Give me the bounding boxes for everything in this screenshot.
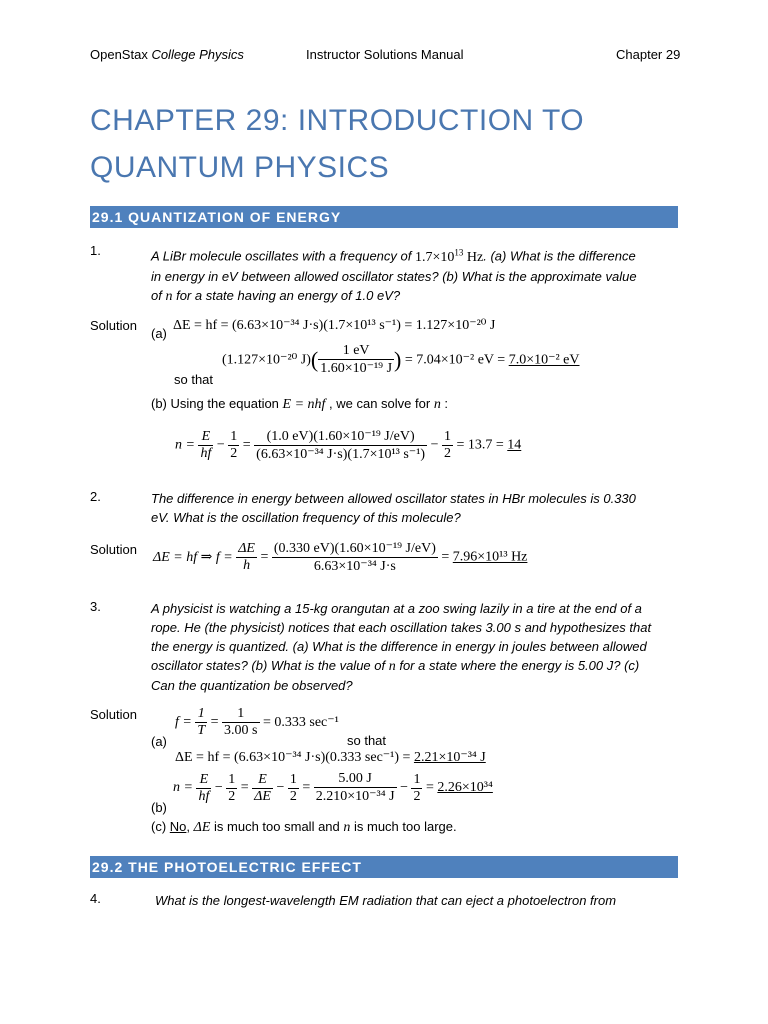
part-label: (a) [151, 734, 167, 749]
problem-question: What is the longest-wavelength EM radiation that can eject a photoelectron from [155, 893, 617, 908]
equation: n = $\frac{E}{hf}$ − $\frac{1}{2}$ = $\frac{\text{(1.0 eV)(1.60×10⁻¹⁹ J/eV)}}{\text{(6.63×10⁻³⁴ J·s)(1.7×10¹³ s⁻¹)}}$ − $\frac{1}{2}$ = 13.7 = 14 [175, 429, 522, 462]
equation: n = $\frac{E}{hf}$ − $\frac{1}{2}$ = $\frac{E}{\Delta E}$ − $\frac{1}{2}$ = $\frac{5.00 J}{\text{2.210×10⁻³⁴ J}}$ − $\frac{1}{2}$ = 2.26×10³⁴ [173, 771, 493, 804]
so-that-text: so that [347, 733, 387, 748]
part-label: (a) [151, 326, 167, 341]
header-manual-title: Instructor Solutions Manual [306, 47, 464, 62]
equation: (1.127×10⁻²⁰ J)( $\frac{1 eV}{\text{1.60×10⁻¹⁹ J}}$ ) = 7.04×10⁻² eV = 7.0×10⁻² eV [222, 343, 580, 376]
problem-question: A LiBr molecule oscillates with a frequency of $1.7\times 10^{13}$ Hz. (a) What is the difference in energy in eV between allowed oscillator states? (b) What is the approximate value of n for a state having an energy of 1.0 eV? [151, 247, 637, 304]
problem-number: 4. [90, 891, 101, 906]
section-heading: 29.2 THE PHOTOELECTRIC EFFECT [90, 856, 678, 878]
part-c-text: (c) No, ΔE is much too small and n is much too large. [151, 819, 457, 835]
problem-question: A physicist is watching a 15-kg orangutan at a zoo swing lazily in a tire at the end of a rope. He (the physicist) notices that each oscillation takes 3.00 s and hypothesizes that the energy is quantized. (a) What is the difference in energy in joules between allowed oscillator states? (b) What is the value of n for a state where the energy is 5.00 J? (c) Can the quantization be observed? [151, 601, 652, 693]
problem-number: 2. [90, 489, 101, 504]
solution-label: Solution [90, 318, 137, 333]
so-that-text: so that [174, 372, 214, 387]
section-heading: 29.1 QUANTIZATION OF ENERGY [90, 206, 678, 228]
solution-label: Solution [90, 707, 137, 722]
header-chapter: Chapter 29 [616, 47, 681, 62]
part-b-text: (b) Using the equation E = nhf , we can solve for n : [151, 396, 449, 412]
equation: ΔE = hf = (6.63×10⁻³⁴ J·s)(0.333 sec⁻¹) = 2.21×10⁻³⁴ J [175, 750, 486, 765]
problem-number: 3. [90, 599, 101, 614]
part-label: (b) [151, 800, 167, 815]
equation: ΔE = hf = (6.63×10⁻³⁴ J·s)(1.7×10¹³ s⁻¹) = 1.127×10⁻²⁰ J [173, 318, 496, 333]
chapter-title-line1: CHAPTER 29: INTRODUCTION TO [90, 104, 585, 137]
equation: f = $\frac{1}{T}$ = $\frac{1}{3.00 s}$ = 0.333 sec⁻¹ [175, 706, 339, 738]
header-book-title: OpenStax College Physics [90, 47, 244, 62]
equation: ΔE = hf ⇒ f = $\frac{\Delta E}{h}$ = $\frac{\text{(0.330 eV)(1.60×10⁻¹⁹ J/eV)}}{\text{6.63×10⁻³⁴ J·s}}$ = 7.96×10¹³ Hz [153, 541, 528, 574]
problem-number: 1. [90, 243, 101, 258]
chapter-title-line2: QUANTUM PHYSICS [90, 151, 390, 184]
solution-label: Solution [90, 542, 137, 557]
problem-question: The difference in energy between allowed oscillator states in HBr molecules is 0.330 eV. What is the oscillation frequency of this molecule? [151, 491, 636, 525]
